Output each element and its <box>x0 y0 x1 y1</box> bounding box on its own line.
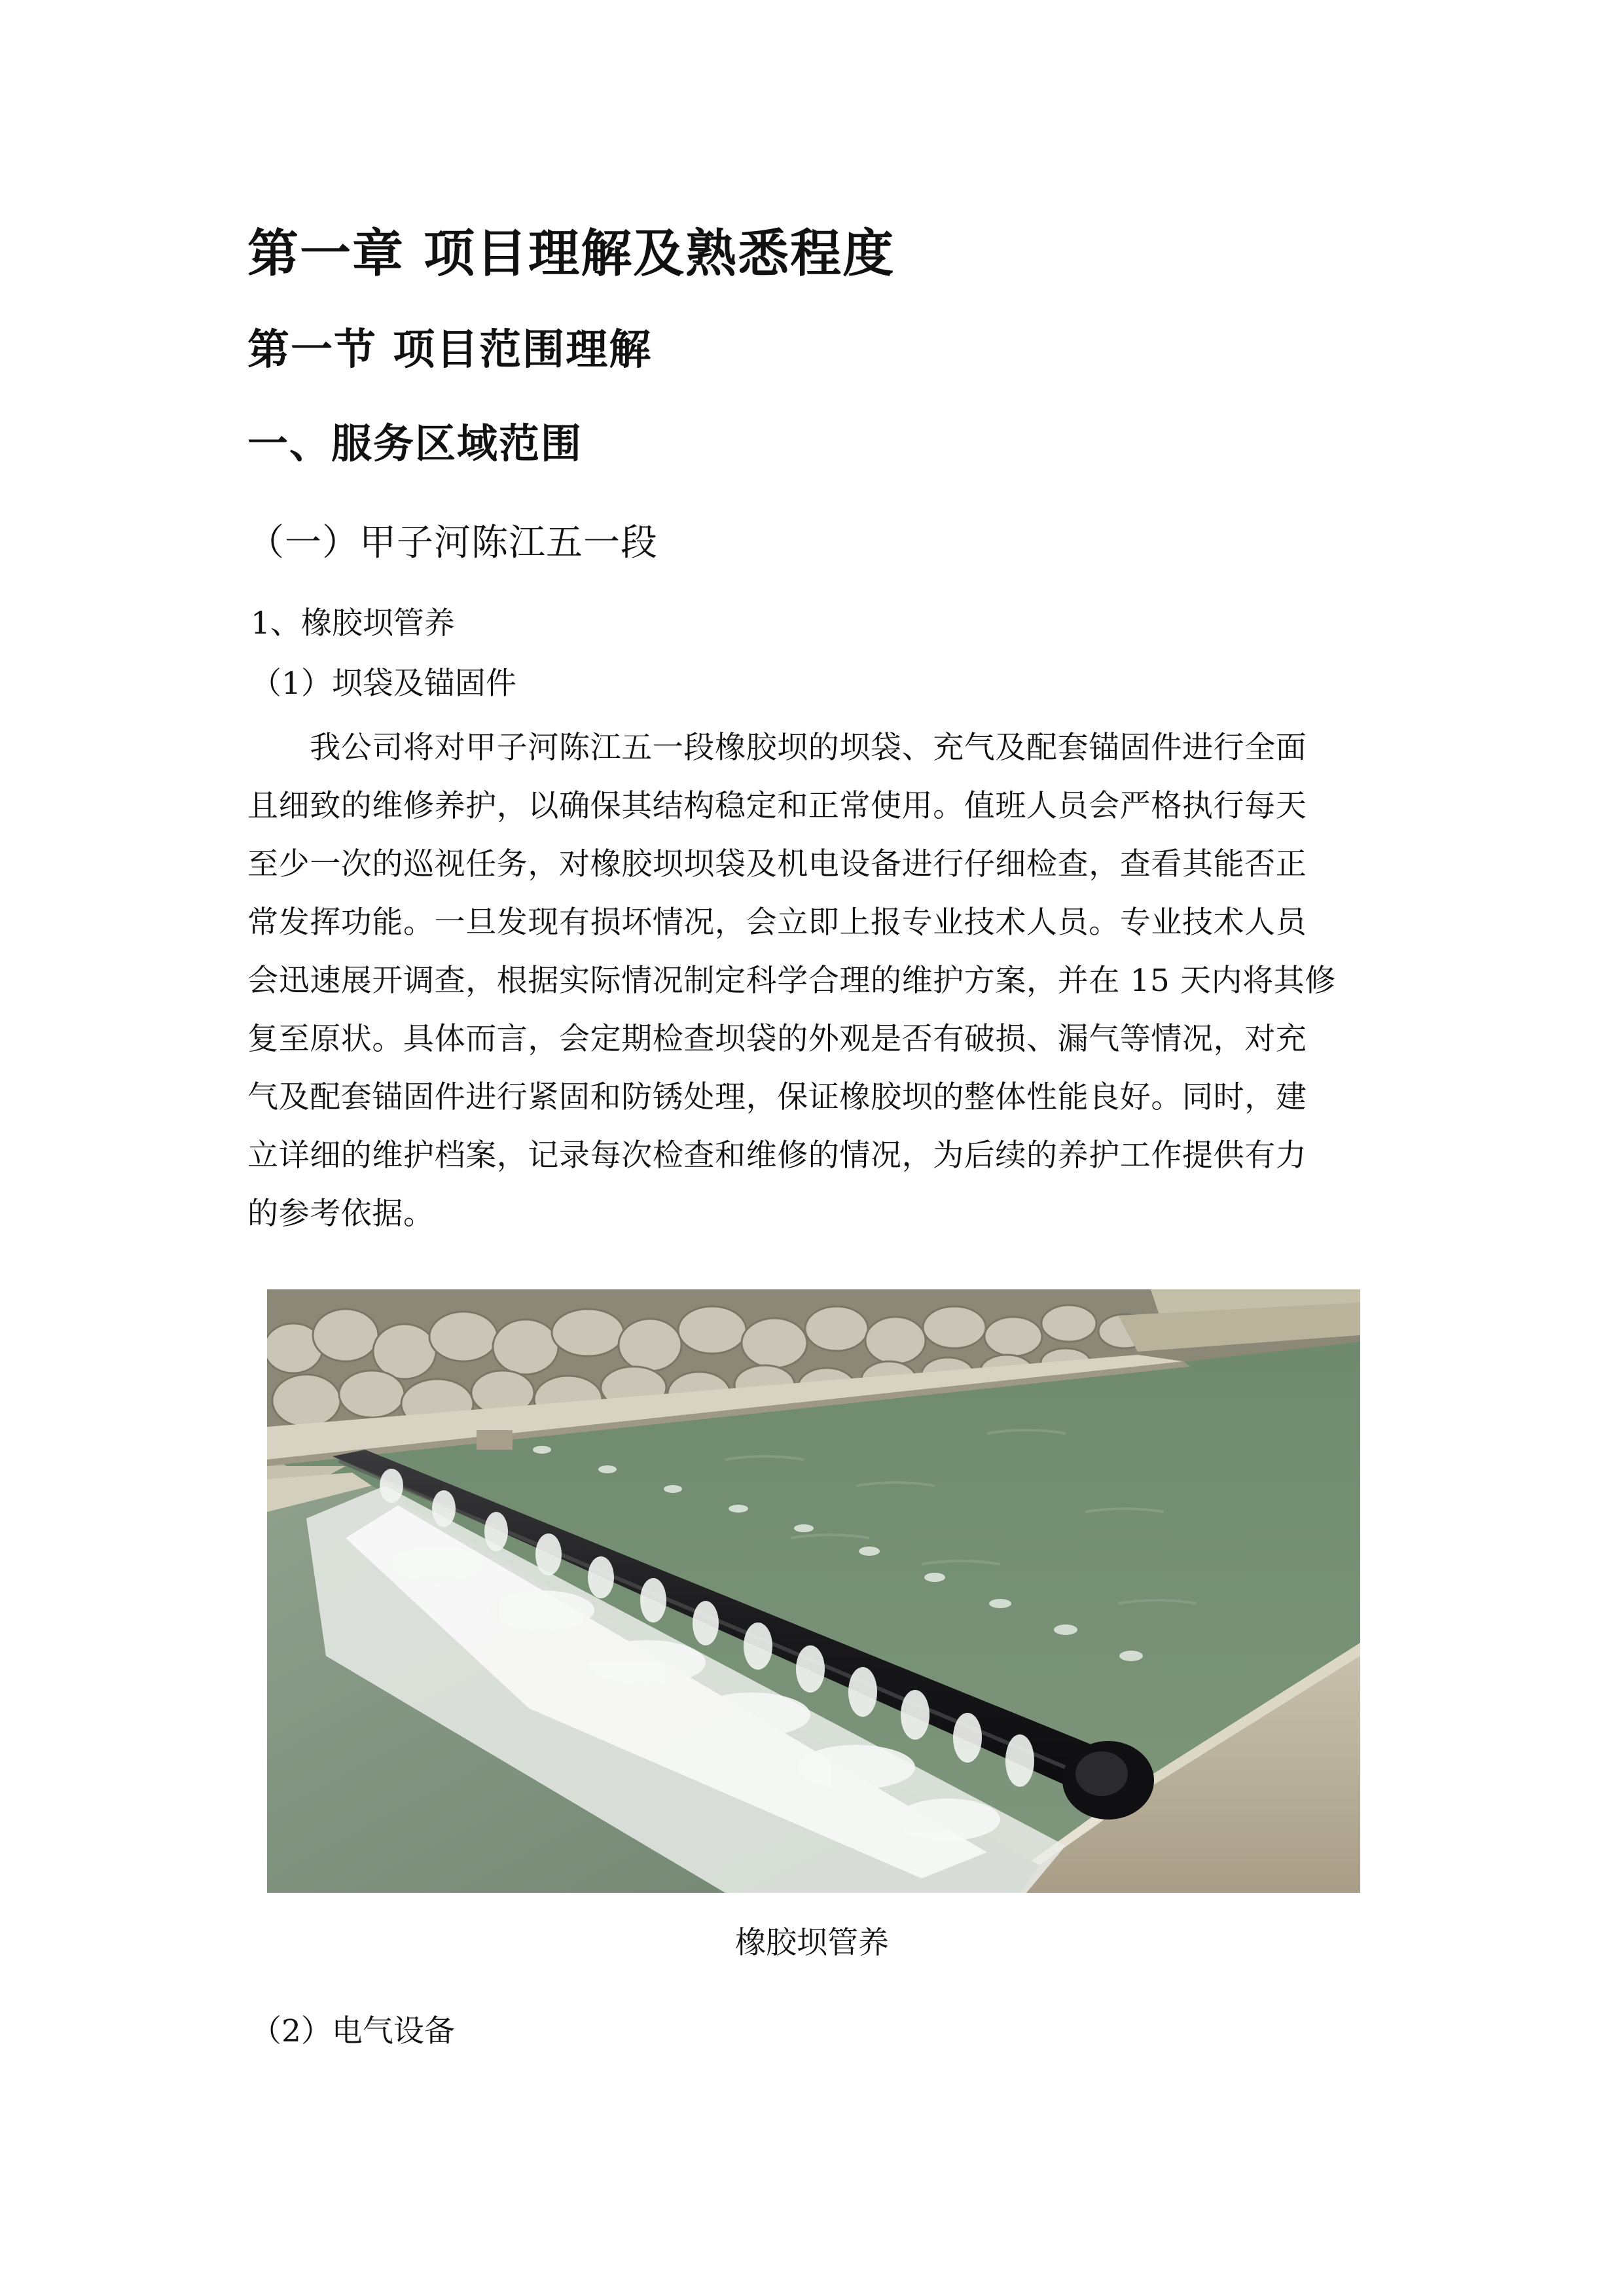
section-title: 第一节 项目范围理解 <box>247 326 653 374</box>
figure-caption: 橡胶坝管养 <box>735 1925 889 1961</box>
subsection-title: 一、服务区域范围 <box>247 420 583 467</box>
chapter-title: 第一章 项目理解及熟悉程度 <box>247 224 895 283</box>
paragraph-line: 至少一次的巡视任务，对橡胶坝坝袋及机电设备进行仔细检查，查看其能否正 <box>247 846 1307 882</box>
sub-subsection-title: （一）甲子河陈江五一段 <box>247 522 658 564</box>
body-paragraph <box>247 719 1375 1243</box>
paragraph-line: 气及配套锚固件进行紧固和防锈处理，保证橡胶坝的整体性能良好。同时，建 <box>247 1079 1307 1115</box>
rubber-dam-photo <box>267 1289 1360 1893</box>
paragraph-line: 常发挥功能。一旦发现有损坏情况，会立即上报专业技术人员。专业技术人员 <box>247 905 1307 941</box>
paragraph-line: 且细致的维修养护，以确保其结构稳定和正常使用。值班人员会严格执行每天 <box>247 788 1307 824</box>
paragraph-line: 立详细的维护档案，记录每次检查和维修的情况，为后续的养护工作提供有力 <box>247 1138 1307 1174</box>
paragraph-line: 复至原状。具体而言，会定期检查坝袋的外观是否有破损、漏气等情况，对充 <box>247 1021 1307 1057</box>
item-heading-rubber-dam: 1、橡胶坝管养 <box>251 605 455 641</box>
paragraph-line: 我公司将对甲子河陈江五一段橡胶坝的坝袋、充气及配套锚固件进行全面 <box>247 730 1307 766</box>
paragraph-line: 的参考依据。 <box>247 1196 435 1232</box>
paragraph-line: 会迅速展开调查，根据实际情况制定科学合理的维护方案，并在 15 天内将其修 <box>247 963 1336 999</box>
item-heading-dam-bag: （1）坝袋及锚固件 <box>251 666 516 702</box>
item-heading-electrical: （2）电气设备 <box>251 2013 455 2049</box>
